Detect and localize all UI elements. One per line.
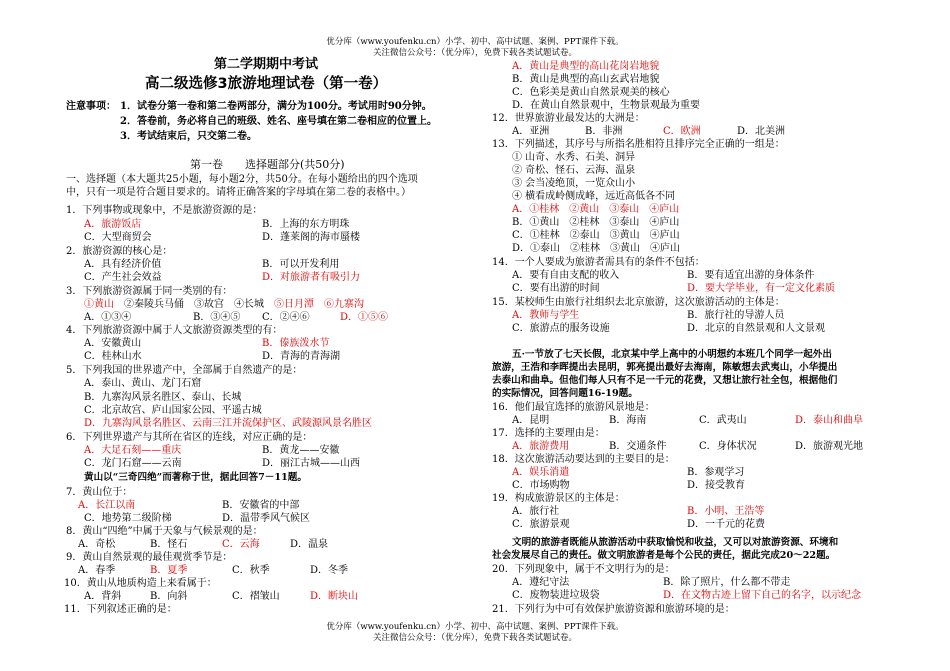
exam-subtitle: 高二级选修3旅游地理试卷（第一卷） (145, 76, 388, 92)
q15-stem: 15．某校师生由旅行社组织去北京旅游，这次旅游活动的主体是： (492, 297, 785, 308)
q5-option-c: C．北京故宫、庐山国家公园、平遥古城 (84, 405, 262, 416)
q6-option-c: C．龙门石窟——云南 (84, 458, 182, 469)
q4-option-b: B．傣族泼水节 (262, 338, 330, 349)
q7-option-d: D．温带季风气候区 (222, 513, 311, 524)
q20-option-c: C．废物装进垃圾袋 (512, 590, 600, 601)
q6-option-b: B．黄龙——安徽 (262, 445, 340, 456)
q17-option-b: B．交通条件 (609, 441, 667, 452)
q13-desc-3: ③ 会当凌绝顶，一览众山小 (512, 178, 636, 189)
section-intro-2: 中，只有一项是符合题目要求的。请将正确答案的字母填在第二卷的表格中。） (66, 187, 411, 198)
q1-stem: 1．下列事物或现象中，不是旅游资源的是： (66, 205, 263, 216)
q15-option-a: A．教师与学生 (512, 310, 580, 321)
q16-option-c: C．武夷山 (699, 415, 747, 426)
part-title: 第一卷 选择题部分(共50分) (190, 158, 345, 171)
q10-option-a: A．背斜 (84, 591, 122, 602)
q5-option-d: D．九寨沟风景名胜区、云南三江并流保护区、武陵源风景名胜区 (84, 418, 373, 429)
q2-option-b: B．可以开发利用 (262, 259, 340, 270)
passage-civil-1: 文明的旅游者既能从旅游活动中获取愉悦和收益，又可以对旅游资源、环境和 (512, 537, 839, 548)
q12-option-d: D．北美洲 (737, 126, 786, 137)
q18-option-c: C．市场购物 (512, 480, 570, 491)
q6-stem: 6．下列世界遗产与其所在省区的连线，对应正确的是： (66, 432, 313, 443)
q18-option-a: A．娱乐消遣 (512, 467, 570, 478)
q16-option-a: A．昆明 (512, 415, 550, 426)
q10-stem: 10．黄山从地质构造上来看属于： (64, 578, 217, 589)
q2-option-c: C．产生社会效益 (84, 272, 162, 283)
q9-stem: 9．黄山自然景观的最佳观赏季节是： (66, 552, 233, 563)
q13-desc-1: ① 山奇、水秀、石美、洞异 (512, 152, 636, 163)
q16-option-d: D．泰山和曲阜 (795, 415, 864, 426)
q3-option-d: D．①⑤⑥ (340, 312, 389, 323)
q15-option-d: D．北京的自然景观和人文景观 (687, 323, 826, 334)
q19-option-c: C．旅游景观 (512, 519, 570, 530)
q6-option-d: D．丽江古城——山西 (262, 458, 361, 469)
notice-label: 注意事项： (66, 101, 116, 112)
notice-item-2: 2．答卷前，务必将自己的班级、姓名、座号填在第二卷相应的位置上。 (120, 116, 437, 127)
q3-item-1: ①黄山 (84, 299, 114, 310)
passage-trip-1: 五·一节放了七天长假，北京某中学上高中的小明想约本班几个同学一起外出 (512, 349, 832, 360)
q7-stem: 7．黄山位于： (66, 487, 133, 498)
q8-option-a: A．奇松 (78, 539, 116, 550)
q9-option-b: B．夏季 (150, 565, 188, 576)
q3-item-5: ⑤日月潭 (274, 299, 314, 310)
q3-items (84, 298, 364, 311)
q19-option-a: A．旅行社 (512, 506, 560, 517)
q11-option-b: B．黄山是典型的高山玄武岩地貌 (512, 74, 660, 85)
q7-option-b: B．安徽省的中部 (222, 500, 300, 511)
q2-option-a: A．具有经济价值 (84, 259, 162, 270)
q8-option-c: C．云海 (222, 539, 260, 550)
q13-stem: 13．下列描述，其序号与所指名胜相符且排序完全正确的一组是： (492, 139, 785, 150)
q1-option-b: B．上海的东方明珠 (262, 219, 350, 230)
q13-desc-2: ② 奇松、怪石、云海、温泉 (512, 165, 636, 176)
q8-option-d: D．温泉 (290, 539, 329, 550)
q7-option-a: A．长江以南 (78, 500, 136, 511)
q3-option-b: B．③④⑤ (193, 312, 241, 323)
q20-option-a: A．遵纪守法 (512, 577, 570, 588)
q16-stem: 16．他们最宜选择的旅游风景地是： (492, 402, 655, 413)
q12-option-a: A．亚洲 (512, 126, 550, 137)
notice-item-1: 1．试卷分第一卷和第二卷两部分，满分为100分。考试用时90分钟。 (120, 101, 432, 112)
q3-item-6: ⑥九寨沟 (324, 299, 364, 310)
q17-stem: 17．选择的主要理由是： (492, 428, 605, 439)
notice-item-3: 3．考试结束后，只交第二卷。 (120, 131, 257, 142)
passage-trip-4: 的实际情况，回答问题16-19题。 (492, 388, 638, 399)
q3-option-a: A．①③④ (84, 312, 132, 323)
q9-option-c: C．秋季 (232, 565, 270, 576)
passage-trip-3: 去泰山和曲阜。但他们每人只有不足一千元的花费，又想让旅行社全包，根据他们 (492, 375, 838, 386)
q17-option-d: D．旅游观光地 (795, 441, 864, 452)
q11-stem: 11．下列叙述正确的是： (64, 604, 177, 615)
q17-option-c: C．身体状况 (699, 441, 757, 452)
passage-huangshan: 黄山以“三奇四绝”而著称于世，据此回答7－11题。 (84, 472, 307, 483)
q14-stem: 14．一个人要成为旅游者需具有的条件不包括： (492, 257, 705, 268)
q13-option-b: B．①黄山 ②桂林 ③泰山 ④庐山 (512, 217, 680, 228)
q10-option-c: C．褶皱山 (232, 591, 280, 602)
q4-stem: 4．下列旅游资源中属于人文旅游资源类型的有： (66, 325, 283, 336)
q13-option-c: C．①桂林 ②泰山 ③黄山 ④庐山 (512, 230, 680, 241)
q19-option-d: D．一千元的花费 (687, 519, 766, 530)
q21-stem: 21．下列行为中可有效保护旅游资源和旅游环境的是： (492, 604, 735, 615)
q15-option-c: C．旅游点的服务设施 (512, 323, 610, 334)
q2-stem: 2．旅游资源的核心是： (66, 246, 173, 257)
q1-option-d: D．蓬莱阁的海市蜃楼 (262, 232, 361, 243)
q18-stem: 18．这次旅游活动要达到的主要目的是： (492, 454, 675, 465)
q4-option-a: A．安徽黄山 (84, 338, 142, 349)
q3-stem: 3．下列旅游资源属于同一类别的有： (66, 286, 233, 297)
q19-option-b: B．小明、王浩等 (687, 506, 765, 517)
q3-option-c: C．②④⑥ (262, 312, 310, 323)
q14-option-c: C．要有出游的时间 (512, 283, 600, 294)
header-line-1: 优分库（www.youfenku.cn）小学、初中、高中试题、案例、PPT课件下载。 (326, 37, 624, 47)
q5-stem: 5．下列我国的世界遗产中，全部属于自然遗产的是： (66, 365, 303, 376)
q19-stem: 19．构成旅游景区的主体是： (492, 493, 625, 504)
q16-option-b: B．海南 (609, 415, 647, 426)
q20-stem: 20．下列现象中，属于不文明行为的是： (492, 564, 675, 575)
q18-option-b: B．参观学习 (687, 467, 745, 478)
q8-stem: 8．黄山“四绝”中属于天象与气候景观的是： (66, 526, 263, 537)
q1-option-a: A．旅游饭店 (84, 219, 142, 230)
q7-option-c: C．地势第二级阶梯 (84, 513, 172, 524)
q1-option-c: C．大型商贸会 (84, 232, 152, 243)
q13-option-d: D．①泰山 ②桂林 ③黄山 ④庐山 (512, 243, 681, 254)
q11-option-d: D．在黄山自然景观中，生物景观最为重要 (512, 100, 701, 111)
exam-title: 第二学期期中考试 (214, 57, 319, 72)
q18-option-d: D．接受教育 (687, 480, 746, 491)
q9-option-d: D．冬季 (310, 565, 349, 576)
q11-option-c: C．色彩美是黄山自然景观美的核心 (512, 87, 670, 98)
q13-option-a: A．①桂林 ②黄山 ③泰山 ④庐山 (512, 204, 680, 215)
q6-option-a: A．大足石刻——重庆 (84, 445, 182, 456)
q20-option-d: D．在文物古迹上留下自己的名字，以示纪念 (663, 590, 862, 601)
q5-option-a: A．泰山、黄山、龙门石窟 (84, 378, 202, 389)
q11-option-a: A．黄山是典型的高山花岗岩地貌 (512, 61, 660, 72)
q8-option-b: B．怪石 (150, 539, 188, 550)
q14-option-b: B．要有适宜出游的身体条件 (687, 270, 815, 281)
q5-option-b: B．九寨沟风景名胜区、泰山、长城 (84, 392, 242, 403)
q17-option-a: A．旅游费用 (512, 441, 570, 452)
q15-option-b: B．旅行社的导游人员 (687, 310, 785, 321)
q3-item-2: ②秦陵兵马俑 (124, 299, 184, 310)
footer-line-1: 优分库（www.youfenku.cn）小学、初中、高中试题、案例、PPT课件下载。 (326, 622, 624, 632)
q3-item-4: ④长城 (234, 299, 264, 310)
q4-option-d: D．青海的青海湖 (262, 351, 341, 362)
q13-desc-4: ④ 横看成岭侧成峰，远近高低各不同 (512, 191, 676, 202)
passage-trip-2: 旅游，王浩和李晖提出去昆明，郭亮提出最好去海南，陈敏想去武夷山，小华提出 (492, 362, 838, 373)
q12-stem: 12．世界旅游业最发达的大洲是： (492, 113, 645, 124)
q9-option-a: A．春季 (78, 565, 116, 576)
q12-option-b: B．非洲 (585, 126, 623, 137)
q14-option-a: A．要有自由支配的收入 (512, 270, 620, 281)
q12-option-c: C．欧洲 (663, 126, 701, 137)
q10-option-d: D．断块山 (310, 591, 359, 602)
passage-civil-2: 社会发展尽自己的责任。做文明旅游者是每个公民的责任，据此完成20～22题。 (492, 550, 836, 561)
q4-option-c: C．桂林山水 (84, 351, 142, 362)
q3-item-3: ③故宫 (194, 299, 224, 310)
q10-option-b: B．向斜 (150, 591, 188, 602)
footer-line-2: 关注微信公众号：（优分库），免费下载各类试题试卷。 (372, 633, 577, 643)
q14-option-d: D．要大学毕业，有一定文化素质 (687, 283, 836, 294)
q2-option-d: D．对旅游者有吸引力 (262, 272, 361, 283)
q20-option-b: B．除了照片，什么都不带走 (663, 577, 791, 588)
section-intro-1: 一、选择题（本大题共25小题，每小题2分，共50分。在每小题给出的四个选项 (66, 174, 418, 185)
header-line-2: 关注微信公众号：（优分库），免费下载各类试题试卷。 (372, 48, 577, 58)
